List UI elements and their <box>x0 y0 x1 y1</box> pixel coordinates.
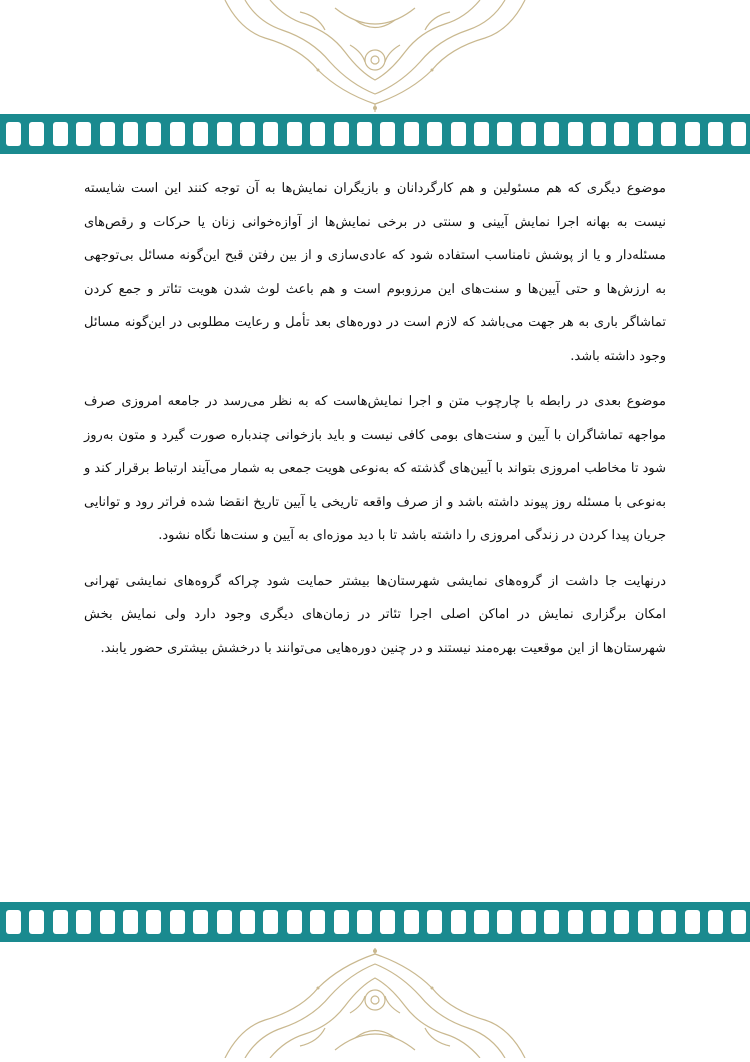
film-sprocket-hole <box>731 122 746 146</box>
film-sprocket-hole <box>310 122 325 146</box>
film-sprocket-hole <box>217 122 232 146</box>
film-sprocket-hole <box>638 122 653 146</box>
film-sprocket-hole <box>521 910 536 934</box>
film-sprocket-hole <box>380 122 395 146</box>
film-holes <box>0 122 750 146</box>
arabesque-ornament-icon <box>0 948 750 1058</box>
film-sprocket-hole <box>146 910 161 934</box>
film-sprocket-hole <box>614 122 629 146</box>
film-sprocket-hole <box>568 122 583 146</box>
film-sprocket-hole <box>123 122 138 146</box>
top-film-strip <box>0 114 750 154</box>
film-sprocket-hole <box>544 122 559 146</box>
film-sprocket-hole <box>76 910 91 934</box>
film-sprocket-hole <box>451 910 466 934</box>
paragraph: موضوع دیگری که هم مسئولین و هم کارگردانان و بازیگران نمایش‌ها به آن توجه کنند این است شایسته نیست به بهانه اجرا نمایش آیینی و سنتی در برخی نمایش‌ها از آوازه‌خوانی زنان یا حرکات و رقص‌های مسئله‌دار و یا از پوشش نامناسب استفاده شود که عادی‌سازی و از بین رفتن قبح این‌گونه مسائل بی‌توجهی به ارزش‌ها و حتی آیین‌ها و سنت‌های این مرزوبوم است و هم باعث لوث شدن هویت تئاتر و جمع کردن تماشاگر باری به هر جهت می‌باشد که لازم است در دوره‌های بعد تأمل و رعایت مطلوبی در این‌گونه مسائل وجود داشته باشد. <box>84 181 666 364</box>
top-ornament <box>0 0 750 112</box>
film-sprocket-hole <box>170 122 185 146</box>
film-sprocket-hole <box>100 122 115 146</box>
film-sprocket-hole <box>240 910 255 934</box>
film-sprocket-hole <box>380 910 395 934</box>
film-sprocket-hole <box>76 122 91 146</box>
film-sprocket-hole <box>521 122 536 146</box>
film-sprocket-hole <box>568 910 583 934</box>
film-sprocket-hole <box>170 910 185 934</box>
film-sprocket-hole <box>357 910 372 934</box>
film-sprocket-hole <box>661 910 676 934</box>
bottom-ornament <box>0 948 750 1058</box>
film-sprocket-hole <box>123 910 138 934</box>
film-sprocket-hole <box>53 122 68 146</box>
film-sprocket-hole <box>217 910 232 934</box>
film-sprocket-hole <box>6 122 21 146</box>
film-sprocket-hole <box>685 122 700 146</box>
film-sprocket-hole <box>53 910 68 934</box>
film-sprocket-hole <box>544 910 559 934</box>
bottom-film-strip <box>0 902 750 942</box>
film-sprocket-hole <box>193 122 208 146</box>
film-sprocket-hole <box>591 122 606 146</box>
film-sprocket-hole <box>708 910 723 934</box>
film-sprocket-hole <box>427 122 442 146</box>
film-sprocket-hole <box>591 910 606 934</box>
film-sprocket-hole <box>29 122 44 146</box>
film-sprocket-hole <box>474 910 489 934</box>
article-body <box>84 172 666 677</box>
film-sprocket-hole <box>685 910 700 934</box>
film-sprocket-hole <box>193 910 208 934</box>
film-sprocket-hole <box>404 910 419 934</box>
film-sprocket-hole <box>334 122 349 146</box>
paragraph: موضوع بعدی در رابطه با چارچوب متن و اجرا نمایش‌هاست که به نظر می‌رسد در جامعه امروزی صرف مواجهه تماشاگران با آیین و سنت‌های بومی کافی نیست و باید بازخوانی چندباره صورت گیرد و متون به‌روز شود تا مخاطب امروزی بتواند با آیین‌های گذشته که به‌نوعی هویت جمعی به شمار می‌آیند ارتباط برقرار کند و به‌نوعی با مسئله روز پیوند داشته باشد و از صرف واقعه تاریخی یا آیین تاریخ انقضا شده فراتر رود و توانایی جریان پیدا کردن در زندگی امروزی را داشته باشد تا با دید موزه‌ای به آیین و سنت‌ها نگاه نشود. <box>84 394 666 543</box>
film-sprocket-hole <box>474 122 489 146</box>
film-sprocket-hole <box>731 910 746 934</box>
film-sprocket-hole <box>404 122 419 146</box>
film-sprocket-hole <box>451 122 466 146</box>
film-sprocket-hole <box>661 122 676 146</box>
film-sprocket-hole <box>497 122 512 146</box>
film-sprocket-hole <box>287 122 302 146</box>
film-sprocket-hole <box>29 910 44 934</box>
film-sprocket-hole <box>6 910 21 934</box>
film-sprocket-hole <box>287 910 302 934</box>
paragraph: درنهایت جا داشت از گروه‌های نمایشی شهرستان‌ها بیشتر حمایت شود چراکه گروه‌های نمایشی تهرانی امکان برگزاری نمایش در اماکن اصلی اجرا تئاتر در زمان‌های دیگری وجود دارد ولی نمایش بخش شهرستان‌ها از این موقعیت بهره‌مند نیستند و در چنین دوره‌هایی می‌توانند با درخشش بیشتری حضور یابند. <box>84 573 666 656</box>
film-holes <box>0 910 750 934</box>
film-sprocket-hole <box>357 122 372 146</box>
film-sprocket-hole <box>708 122 723 146</box>
film-sprocket-hole <box>427 910 442 934</box>
film-sprocket-hole <box>614 910 629 934</box>
film-sprocket-hole <box>263 910 278 934</box>
film-sprocket-hole <box>100 910 115 934</box>
film-sprocket-hole <box>146 122 161 146</box>
film-sprocket-hole <box>310 910 325 934</box>
film-sprocket-hole <box>638 910 653 934</box>
arabesque-ornament-icon <box>0 0 750 112</box>
film-sprocket-hole <box>263 122 278 146</box>
film-sprocket-hole <box>497 910 512 934</box>
film-sprocket-hole <box>334 910 349 934</box>
film-sprocket-hole <box>240 122 255 146</box>
